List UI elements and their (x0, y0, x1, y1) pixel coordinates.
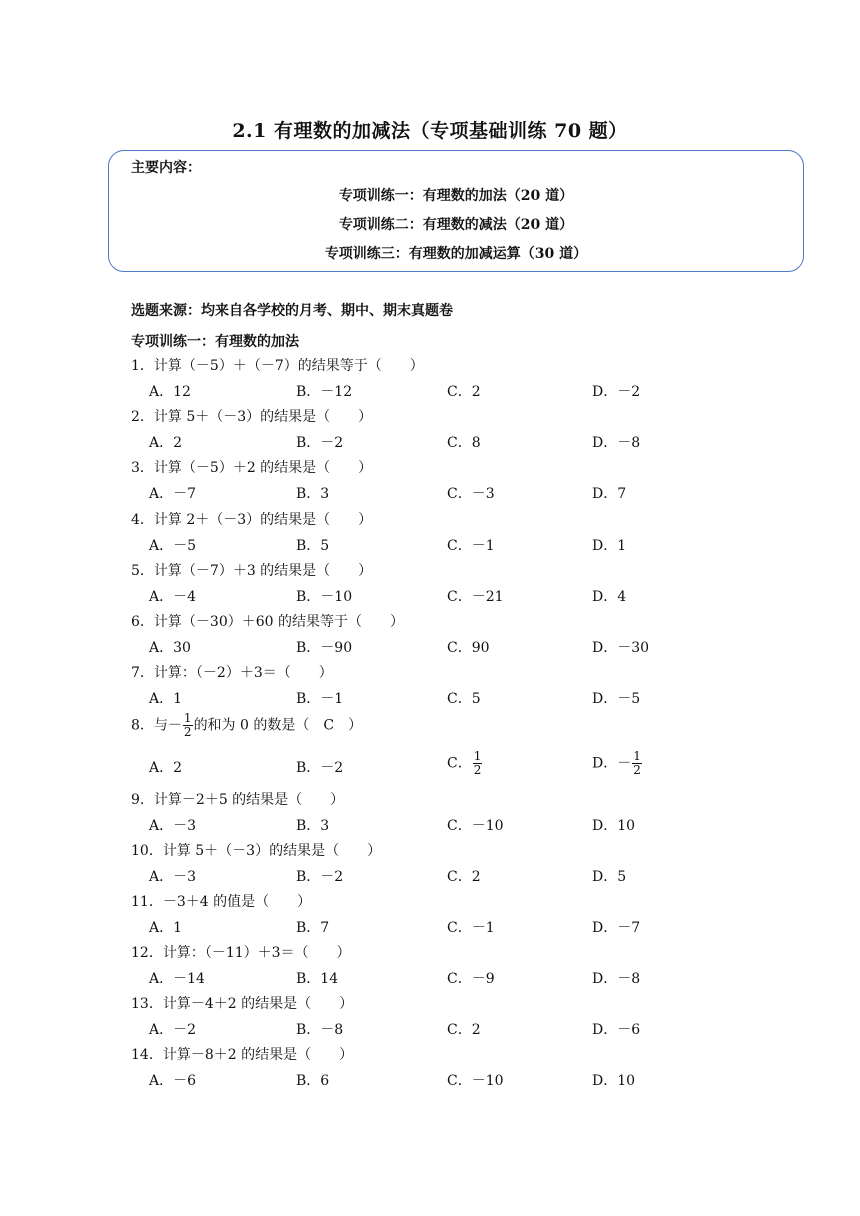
question-14: 14．计算－8＋2 的结果是（ ） (131, 1047, 354, 1063)
summary-line-3: 专项训练三：有理数的加减运算（30 道） (324, 246, 588, 262)
option-d: D．－8 (592, 435, 641, 451)
option-a: A．－14 (149, 971, 205, 987)
option-d: D．－2 (592, 384, 641, 400)
option-c: C．90 (447, 640, 490, 656)
question-10: 10．计算 5＋（－3）的结果是（ ） (131, 843, 382, 859)
page-title: 2.1 有理数的加减法（专项基础训练 70 题） (232, 120, 628, 142)
options-10 (149, 866, 709, 886)
options-6 (149, 637, 709, 657)
option-a: A．－5 (149, 538, 197, 554)
fraction-denominator: 2 (633, 763, 641, 777)
option-b: B．－8 (296, 1022, 344, 1038)
option-b: B．－2 (296, 435, 344, 451)
option-a: A．－7 (149, 486, 197, 502)
options-5 (149, 586, 709, 606)
fraction-numerator: 1 (183, 711, 192, 725)
option-b: B．－1 (296, 691, 344, 707)
option-b: B．－10 (296, 589, 353, 605)
question-7: 7．计算：（－2）＋3＝（ ） (131, 665, 333, 681)
option-a: A．－3 (149, 869, 197, 885)
option-d: D．4 (592, 589, 627, 605)
question-8-suffix: 的和为 0 的数是（ C ） (193, 717, 363, 734)
fraction (473, 750, 483, 777)
option-b: B．6 (296, 1073, 330, 1089)
option-a: A．2 (149, 435, 183, 451)
fraction-numerator: 1 (473, 749, 482, 763)
option-d: D．－7 (592, 920, 641, 936)
option-a: A．－2 (149, 1022, 197, 1038)
question-4: 4．计算 2＋（－3）的结果是（ ） (131, 512, 373, 528)
question-1: 1．计算（－5）＋（－7）的结果等于（ ） (131, 358, 424, 374)
option-b: B．7 (296, 920, 330, 936)
option-a: A．1 (149, 920, 183, 936)
option-a: A．－6 (149, 1073, 197, 1089)
option-a: A．1 (149, 691, 183, 707)
option-b: B．3 (296, 818, 330, 834)
fraction-denominator: 2 (183, 725, 192, 739)
option-c: C．5 (447, 691, 481, 707)
option-c: C．8 (447, 435, 481, 451)
question-5: 5．计算（－7）＋3 的结果是（ ） (131, 563, 373, 579)
option-a: A．－3 (149, 818, 197, 834)
question-13: 13．计算－4＋2 的结果是（ ） (131, 996, 354, 1012)
option-b: B．－2 (296, 869, 344, 885)
option-c-label: C． (447, 755, 472, 772)
question-12: 12．计算：（－11）＋3＝（ ） (131, 945, 351, 961)
options-13 (149, 1019, 709, 1039)
question-8 (131, 712, 362, 739)
question-3: 3．计算（－5）＋2 的结果是（ ） (131, 460, 373, 476)
option-c: C．2 (447, 869, 481, 885)
option-b: B．－90 (296, 640, 353, 656)
option-d: D．－8 (592, 971, 641, 987)
options-2 (149, 432, 709, 452)
option-c: C．－1 (447, 920, 495, 936)
option-c: C．－21 (447, 589, 504, 605)
options-8 (149, 750, 709, 782)
option-d: D．5 (592, 869, 627, 885)
options-4 (149, 535, 709, 555)
option-c: C．－3 (447, 486, 495, 502)
option-c: C．－10 (447, 1073, 504, 1089)
options-9 (149, 815, 709, 835)
option-b: B．3 (296, 486, 330, 502)
option-d: D．10 (592, 1073, 636, 1089)
summary-line-2: 专项训练二：有理数的减法（20 道） (338, 217, 574, 233)
option-c: C．－1 (447, 538, 495, 554)
option-c (447, 750, 483, 777)
fraction (183, 712, 193, 739)
options-11 (149, 917, 709, 937)
option-d: D．－5 (592, 691, 641, 707)
fraction (632, 750, 642, 777)
options-14 (149, 1070, 709, 1090)
option-b: B．－12 (296, 384, 353, 400)
section-title: 专项训练一：有理数的加法 (131, 334, 299, 350)
summary-box (108, 150, 804, 272)
fraction-denominator: 2 (473, 763, 482, 777)
option-d: D．－6 (592, 1022, 641, 1038)
summary-line-1: 专项训练一：有理数的加法（20 道） (338, 188, 574, 204)
question-11: 11．－3＋4 的值是（ ） (131, 894, 312, 910)
option-d: D．7 (592, 486, 627, 502)
option-c: C．2 (447, 384, 481, 400)
option-a: A．30 (149, 640, 191, 656)
option-b: B．14 (296, 971, 339, 987)
option-a: A．12 (149, 384, 191, 400)
option-d: D．－30 (592, 640, 650, 656)
question-8-prefix: 8．与－ (131, 717, 182, 734)
options-3 (149, 483, 709, 503)
option-d (592, 750, 643, 777)
option-d: D．10 (592, 818, 636, 834)
option-c: C．－9 (447, 971, 495, 987)
option-d: D．1 (592, 538, 627, 554)
option-c: C．－10 (447, 818, 504, 834)
options-1 (149, 381, 709, 401)
question-9: 9．计算－2＋5 的结果是（ ） (131, 792, 345, 808)
option-b: B．5 (296, 538, 330, 554)
options-12 (149, 968, 709, 988)
fraction-numerator: 1 (633, 749, 641, 763)
option-a: A．－4 (149, 589, 197, 605)
question-6: 6．计算（－30）＋60 的结果等于（ ） (131, 614, 404, 630)
options-7 (149, 688, 709, 708)
source-line: 选题来源：均来自各学校的月考、期中、期末真题卷 (131, 303, 453, 319)
summary-heading: 主要内容： (131, 160, 201, 176)
option-d-label: D．－ (592, 755, 632, 772)
option-b: B．－2 (296, 760, 344, 776)
option-c: C．2 (447, 1022, 481, 1038)
option-a: A．2 (149, 760, 183, 776)
question-2: 2．计算 5＋（－3）的结果是（ ） (131, 409, 373, 425)
